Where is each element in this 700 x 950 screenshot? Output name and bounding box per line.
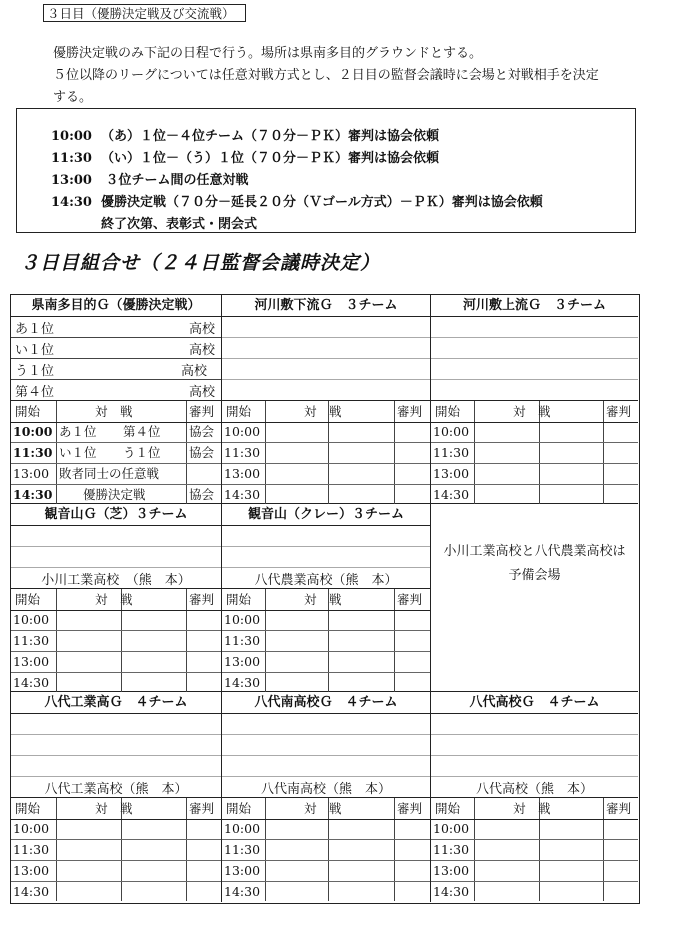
match-row: 14:30: [224, 675, 261, 690]
team-row: 第４位 高校: [15, 385, 215, 400]
venue-panel-kasenjiki-upper: [431, 295, 638, 504]
team-row: [222, 358, 430, 380]
match-row: 11:30: [222, 442, 430, 464]
schedule-item: 終了次第、表彰式・閉会式: [101, 217, 258, 232]
intro-line-3: する。: [53, 90, 93, 105]
team-row: [222, 546, 430, 568]
venue-title: 県南多目的Ｇ（優勝決定戦）: [11, 295, 221, 317]
host-row: 八代農業高校（熊 本）: [254, 573, 398, 588]
intro-line-2: ５位以降のリーグについては任意対戦方式とし、２日目の監督会議時に会場と対戦相手を決定: [53, 68, 599, 83]
match-row: 14:30: [224, 487, 261, 502]
team-row: [431, 734, 638, 756]
schedule-item: 14:30 優勝決定戦（７０分－延長２０分（Ｖゴール方式）－ＰＫ）審判は協会依頼: [51, 195, 543, 210]
reserve-note-line-2: 予備会場: [508, 568, 561, 583]
team-row: [11, 755, 221, 777]
match-row: 14:30: [433, 487, 470, 502]
match-table: [11, 400, 221, 504]
reserve-note-line-1: 小川工業高校と八代農業高校は: [443, 544, 626, 559]
match-row: 10:00: [222, 818, 430, 840]
match-row: 10:00: [11, 818, 221, 840]
venue-title: 河川敷上流Ｇ ３チーム: [431, 295, 638, 317]
match-row: 10:00: [431, 818, 638, 840]
match-header: 開始 対 戦 審判: [222, 588, 430, 611]
match-row: 13:00: [11, 651, 221, 673]
match-row: 13:00: [431, 860, 638, 882]
match-row: 11:30: [11, 839, 221, 861]
host-row: 八代南高校（熊 本）: [260, 782, 391, 797]
section-heading: ３日目組合せ（２４日監督会議時決定）: [20, 252, 381, 274]
match-table: [431, 797, 638, 901]
venue-title: 観音山（クレー）３チーム: [222, 504, 430, 526]
match-header: 開始 対 戦 審判: [11, 400, 221, 423]
match-row: 14:30: [13, 884, 50, 899]
team-row: [222, 755, 430, 777]
team-row: [222, 316, 430, 338]
match-row: 10:00: [222, 609, 430, 631]
day-title: ３日目（優勝決定戦及び交流戦）: [43, 4, 246, 22]
match-row: 10:00: [431, 421, 638, 443]
venue-panel-kannonyama-grass: [11, 504, 222, 692]
team-row: [11, 713, 221, 735]
match-row: 10:00: [11, 609, 221, 631]
venue-panel-yatsushiro-tech: [11, 692, 222, 902]
match-row: 11:30: [431, 839, 638, 861]
schedule-item: 11:30 （い）１位－（う）１位（７０分－ＰＫ）審判は協会依頼: [51, 151, 440, 166]
match-row: 14:30: [433, 884, 470, 899]
reserve-note-panel: [431, 504, 638, 692]
match-header: 開始 対 戦 審判: [11, 588, 221, 611]
match-table: [222, 797, 430, 901]
host-row: 八代高校（熊 本）: [475, 782, 593, 797]
match-table: [222, 400, 430, 504]
match-header: 開始 対 戦 審判: [222, 797, 430, 820]
match-row: 13:00 敗者同士の任意戦: [11, 463, 221, 485]
venue-panel-yatsushiro-minami: [222, 692, 431, 902]
team-row: [222, 337, 430, 359]
intro-line-1: 優勝決定戦のみ下記の日程で行う。場所は県南多目的グラウンドとする。: [53, 46, 483, 61]
venue-title: 河川敷下流Ｇ ３チーム: [222, 295, 430, 317]
match-header: 開始 対 戦 審判: [431, 400, 638, 423]
team-row: [11, 546, 221, 568]
match-table: [11, 797, 221, 901]
match-row: 11:30: [222, 630, 430, 652]
venue-panel-yatsushiro-high: [431, 692, 638, 902]
match-row: 13:00: [222, 463, 430, 485]
team-row: あ１位 高校: [11, 316, 221, 338]
match-row: 14:30: [13, 675, 50, 690]
host-row: 小川工業高校 （熊 本）: [41, 573, 191, 588]
match-table: [431, 400, 638, 504]
schedule-box: [16, 108, 636, 233]
team-row: [431, 337, 638, 359]
team-row: [222, 734, 430, 756]
schedule-item: 13:00 ３位チーム間の任意対戦: [51, 173, 249, 188]
venue-grid: [10, 294, 640, 904]
match-row: 13:00: [11, 860, 221, 882]
match-row: 10:00 あ１位 第４位 協会: [11, 421, 221, 443]
match-row: 11:30 い１位 う１位 協会: [11, 442, 221, 464]
match-header: 開始 対 戦 審判: [431, 797, 638, 820]
team-row: [431, 316, 638, 338]
match-row: 11:30: [431, 442, 638, 464]
venue-title: 観音山Ｇ（芝）３チーム: [11, 504, 221, 526]
match-row: 13:00: [431, 463, 638, 485]
match-row: 11:30: [222, 839, 430, 861]
match-header: 開始 対 戦 審判: [222, 400, 430, 423]
main-venue-panel: [11, 295, 222, 504]
team-row: [11, 734, 221, 756]
schedule-item: 10:00 （あ）１位－４位チーム（７０分－ＰＫ）審判は協会依頼: [51, 129, 440, 144]
host-row: 八代工業高校（熊 本）: [44, 782, 188, 797]
team-row: [431, 358, 638, 380]
venue-panel-kasenjiki-lower: [222, 295, 431, 504]
team-row: う１位 高校: [11, 358, 221, 380]
venue-title: 八代高校Ｇ ４チーム: [431, 692, 638, 714]
venue-title: 八代工業高Ｇ ４チーム: [11, 692, 221, 714]
venue-title: 八代南高校Ｇ ４チーム: [222, 692, 430, 714]
team-row: [431, 713, 638, 735]
match-row: 11:30: [11, 630, 221, 652]
match-row: 10:00: [222, 421, 430, 443]
match-row: 14:30 優勝決定戦 協会: [13, 487, 215, 502]
match-row: 13:00: [222, 651, 430, 673]
team-row: い１位 高校: [11, 337, 221, 359]
team-row: [222, 713, 430, 735]
match-table: [11, 588, 221, 692]
match-row: 13:00: [222, 860, 430, 882]
team-row: [11, 525, 221, 547]
match-row: 14:30: [224, 884, 261, 899]
match-header: 開始 対 戦 審判: [11, 797, 221, 820]
venue-panel-kannonyama-clay: [222, 504, 431, 692]
team-row: [222, 525, 430, 547]
match-table: [222, 588, 430, 692]
team-row: [431, 755, 638, 777]
